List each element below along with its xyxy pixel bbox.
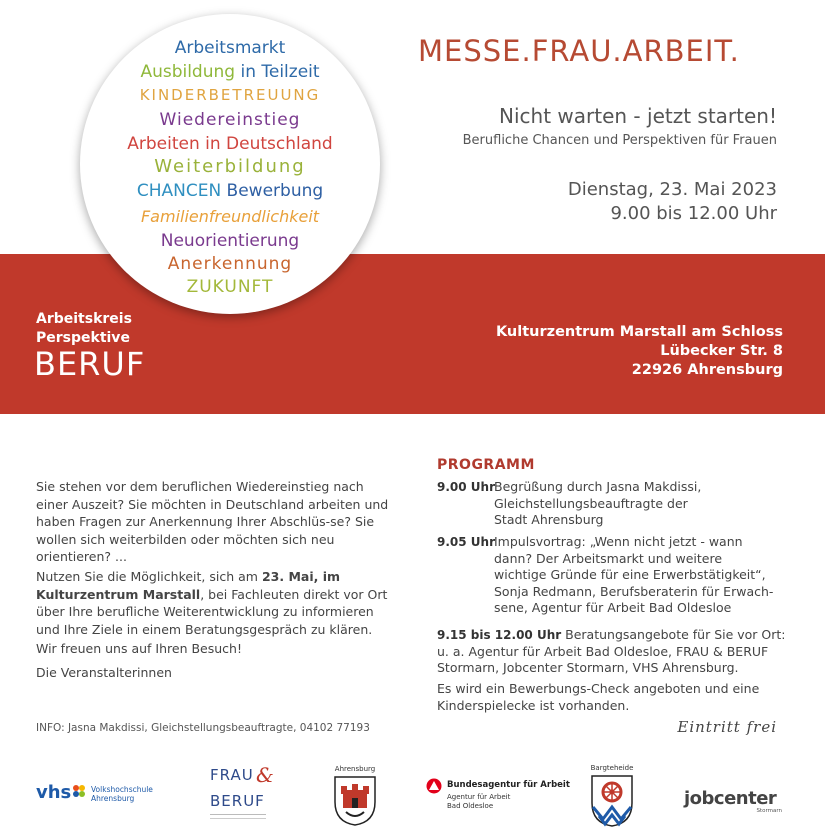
word-cloud-word: Arbeiten in Deutschland <box>127 134 333 154</box>
program-desc: Impulsvortrag: „Wenn nicht jetzt - wann dann? Der Arbeitsmarkt und weitere wichtige Gründe für eine Erwerbstätigkeit“, Sonja Redmann, Berufsberaterin für Erwach- sene, Agentur für Arbeit Bad Oldesloe <box>494 534 774 615</box>
program-time: 9.05 Uhr <box>437 535 495 549</box>
ahrensburg-crest: Ahrensburg <box>332 765 378 827</box>
bargteheide-crest: Bargteheide <box>588 764 636 828</box>
program-desc: Begrüßung durch Jasna Makdissi, Gleichstellungsbeauftragte der Stadt Ahrensburg <box>494 479 702 527</box>
intro-paragraph-1: Sie stehen vor dem beruflichen Wiedereinstieg nach einer Auszeit? Sie möchten in Deutschland arbeiten und haben Fragen zur Anerkennung Ihrer Abschlüs-se? Sie wollen sich weiterbilden oder möchten sich neu orientieren? ... <box>36 479 389 564</box>
word-cloud-word: CHANCEN <box>136 181 222 201</box>
event-date: Dienstag, 23. Mai 2023 <box>567 179 777 200</box>
word-cloud-row <box>10 254 450 274</box>
event-title: MESSE.FRAU.ARBEIT. <box>418 34 740 68</box>
program-time: 9.15 bis 12.00 Uhr <box>437 628 562 642</box>
word-cloud-word: Neuorientierung <box>160 231 300 251</box>
ba-logo: Bundesagentur für Arbeit Agentur für Arbeit Bad Oldesloe <box>426 778 556 818</box>
word-cloud-row <box>10 38 450 58</box>
word-cloud-row <box>10 231 450 251</box>
word-cloud-word: Arbeitsmarkt <box>174 38 286 58</box>
ba-icon <box>426 778 442 794</box>
organizer-line2: Perspektive <box>36 330 130 346</box>
organizer-line1: Arbeitskreis <box>36 311 132 327</box>
venue-name: Kulturzentrum Marstall am Schloss <box>495 324 783 340</box>
word-cloud-row <box>10 110 450 130</box>
word-cloud-word: KINDERBETREUUNG <box>139 86 321 104</box>
word-cloud-row <box>10 207 450 226</box>
info-contact: INFO: Jasna Makdissi, Gleichstellungsbeauftragte, 04102 77193 <box>36 722 370 734</box>
intro-paragraph-3: Wir freuen uns auf Ihren Besuch! <box>36 641 242 656</box>
word-cloud-word: Familienfreundlichkeit <box>140 207 320 226</box>
word-cloud-row <box>10 86 450 104</box>
program-item-3 <box>437 627 787 677</box>
word-cloud-word: in Teilzeit <box>235 62 320 82</box>
subtitle: Berufliche Chancen und Perspektiven für Frauen <box>462 133 777 148</box>
program-heading: PROGRAMM <box>437 457 535 473</box>
program-time: 9.00 Uhr <box>437 480 495 494</box>
word-cloud-word: ZUKUNFT <box>186 277 274 297</box>
venue-street: Lübecker Str. 8 <box>660 343 783 359</box>
word-cloud-word: Wiedereinstieg <box>159 110 301 130</box>
ahrensburg-shield-icon <box>334 776 376 826</box>
word-cloud-row <box>10 277 450 297</box>
word-cloud-word: Ausbildung <box>140 62 236 82</box>
jobcenter-logo: jobcenter Stormarn <box>684 788 782 814</box>
admission-free: Eintritt frei <box>677 718 777 736</box>
slogan: Nicht warten - jetzt starten! <box>499 104 777 128</box>
program-desc: 9.15 bis 12.00 Uhr Beratungsangebote für Sie vor Ort: u. a. Agentur für Arbeit Bad Oldesloe, FRAU & BERUF Stormarn, Jobcenter Stormarn, VHS Ahrensburg. <box>437 627 786 675</box>
intro-signature: Die Veranstalterinnen <box>36 665 172 680</box>
venue-city: 22926 Ahrensburg <box>631 362 783 378</box>
intro-paragraph-2: Nutzen Sie die Möglichkeit, sich am 23. Mai, im Kulturzentrum Marstall, bei Fachleuten direkt vor Ort über Ihre berufliche Weiterentwicklung zu informieren und Ihre Ziele in einem Beratungsgespräch zu klären. <box>36 569 388 637</box>
word-cloud <box>0 0 460 310</box>
word-cloud-row <box>10 156 450 177</box>
word-cloud-row <box>10 134 450 154</box>
word-cloud-word: Bewerbung <box>221 181 324 201</box>
vhs-logo: vhs Volkshochschule Ahrensburg <box>36 782 153 803</box>
word-cloud-word: Weiterbildung <box>154 156 306 177</box>
event-time: 9.00 bis 12.00 Uhr <box>610 203 777 224</box>
word-cloud-row <box>10 181 450 201</box>
organizer-line3: BERUF <box>34 345 146 383</box>
vhs-dots-icon <box>71 783 87 799</box>
word-cloud-word: Anerkennung <box>167 254 293 274</box>
word-cloud-row <box>10 62 450 82</box>
frau-beruf-logo: FRAU & BERUF <box>210 766 280 826</box>
bargteheide-shield-icon <box>591 775 633 827</box>
program-note: Es wird ein Bewerbungs-Check angeboten und eine Kinderspielecke ist vorhanden. <box>437 681 760 713</box>
